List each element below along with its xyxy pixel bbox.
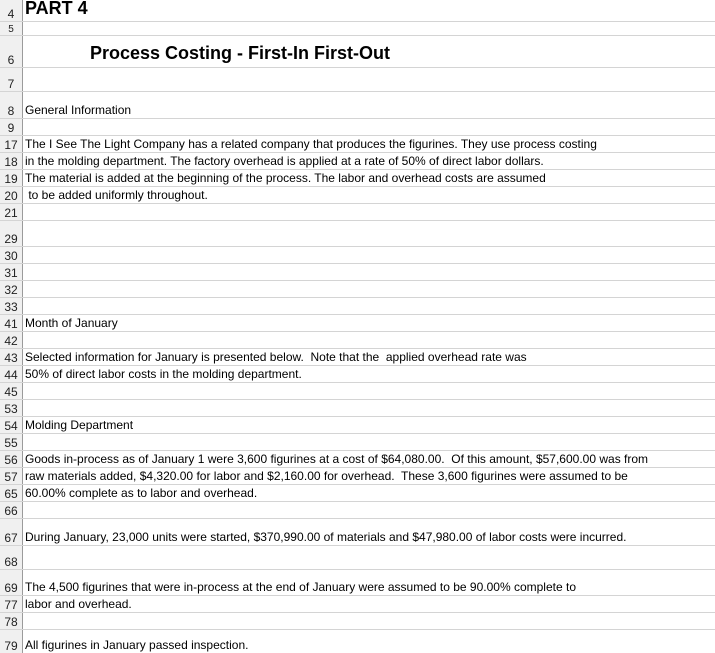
row-56	[0, 451, 715, 468]
cell[interactable]	[25, 119, 715, 135]
row-header[interactable]: 29	[0, 221, 23, 246]
row-69	[0, 570, 715, 596]
row-header[interactable]: 55	[0, 434, 23, 450]
row-header[interactable]: 53	[0, 400, 23, 416]
row-5	[0, 22, 715, 36]
row-header[interactable]: 67	[0, 519, 23, 545]
row-header[interactable]: 54	[0, 417, 23, 433]
cell[interactable]	[25, 281, 715, 297]
row-42	[0, 332, 715, 349]
row-header[interactable]: 7	[0, 68, 23, 91]
row-53	[0, 400, 715, 417]
cell[interactable]	[25, 383, 715, 399]
row-20	[0, 187, 715, 204]
cell[interactable]: The I See The Light Company has a related company that produces the figurines. They use process costing	[25, 137, 597, 151]
cell[interactable]	[25, 22, 715, 35]
row-header[interactable]: 44	[0, 366, 23, 382]
section-heading[interactable]: Month of January	[25, 316, 118, 330]
cell[interactable]	[25, 264, 715, 280]
row-header[interactable]: 42	[0, 332, 23, 348]
row-header[interactable]: 33	[0, 298, 23, 314]
section-heading[interactable]: General Information	[25, 103, 132, 117]
cell[interactable]	[25, 298, 715, 314]
cell[interactable]: Goods in-process as of January 1 were 3,600 figurines at a cost of $64,080.00. Of this amount, $57,600.00 was from	[25, 452, 649, 466]
row-header[interactable]: 32	[0, 281, 23, 297]
row-67	[0, 519, 715, 546]
row-45	[0, 383, 715, 400]
row-header[interactable]: 19	[0, 170, 23, 186]
row-header[interactable]: 30	[0, 247, 23, 263]
cell[interactable]	[25, 247, 715, 263]
row-68	[0, 546, 715, 570]
row-41	[0, 315, 715, 332]
row-77	[0, 596, 715, 613]
row-header[interactable]: 8	[0, 92, 23, 118]
row-header[interactable]: 78	[0, 613, 23, 629]
row-6	[0, 36, 715, 68]
cell[interactable]: Selected information for January is presented below. Note that the applied overhead rate was	[25, 350, 527, 364]
row-header[interactable]: 21	[0, 204, 23, 220]
cell[interactable]: During January, 23,000 units were started, $370,990.00 of materials and $47,980.00 of labor costs were incurred.	[25, 530, 627, 544]
row-33	[0, 298, 715, 315]
cell[interactable]	[25, 68, 715, 91]
cell[interactable]	[25, 332, 715, 348]
row-19	[0, 170, 715, 187]
row-31	[0, 264, 715, 281]
row-header[interactable]: 6	[0, 36, 23, 67]
cell[interactable]	[25, 221, 715, 246]
row-29	[0, 221, 715, 247]
row-9	[0, 119, 715, 136]
row-header[interactable]: 56	[0, 451, 23, 467]
cell[interactable]: The material is added at the beginning of the process. The labor and overhead costs are assumed	[25, 171, 546, 185]
row-header[interactable]: 45	[0, 383, 23, 399]
cell[interactable]: The 4,500 figurines that were in-process at the end of January were assumed to be 90.00% complete to	[25, 580, 576, 594]
row-65	[0, 485, 715, 502]
row-header[interactable]: 66	[0, 502, 23, 518]
cell[interactable]: to be added uniformly throughout.	[25, 188, 208, 202]
page-title[interactable]: Process Costing - First-In First-Out	[90, 43, 391, 63]
cell[interactable]	[25, 613, 715, 629]
row-44	[0, 366, 715, 383]
row-7	[0, 68, 715, 92]
cell[interactable]: raw materials added, $4,320.00 for labor and $2,160.00 for overhead. These 3,600 figurines were assumed to be	[25, 469, 628, 483]
row-78	[0, 613, 715, 630]
row-header[interactable]: 41	[0, 315, 23, 331]
cell[interactable]	[25, 502, 715, 518]
cell[interactable]	[25, 204, 715, 220]
row-header[interactable]: 4	[0, 0, 23, 21]
cell[interactable]: in the molding department. The factory overhead is applied at a rate of 50% of direct labor dollars.	[25, 154, 544, 168]
cell[interactable]: 50% of direct labor costs in the molding department.	[25, 367, 302, 381]
row-32	[0, 281, 715, 298]
cell[interactable]	[25, 400, 715, 416]
row-header[interactable]: 5	[0, 22, 23, 35]
row-header[interactable]: 77	[0, 596, 23, 612]
row-8	[0, 92, 715, 119]
row-header[interactable]: 69	[0, 570, 23, 595]
section-heading[interactable]: Molding Department	[25, 418, 134, 432]
row-21	[0, 204, 715, 221]
row-header[interactable]: 20	[0, 187, 23, 203]
row-header[interactable]: 79	[0, 630, 23, 653]
cell[interactable]: labor and overhead.	[25, 597, 132, 611]
row-43	[0, 349, 715, 366]
row-header[interactable]: 68	[0, 546, 23, 569]
row-79	[0, 630, 715, 653]
row-header[interactable]: 43	[0, 349, 23, 365]
row-30	[0, 247, 715, 264]
row-4	[0, 0, 715, 22]
row-66	[0, 502, 715, 519]
row-54	[0, 417, 715, 434]
cell[interactable]	[25, 546, 715, 569]
row-header[interactable]: 9	[0, 119, 23, 135]
row-header[interactable]: 17	[0, 136, 23, 152]
row-17	[0, 136, 715, 153]
part-heading[interactable]: PART 4	[25, 0, 88, 18]
row-header[interactable]: 65	[0, 485, 23, 501]
cell[interactable]: All figurines in January passed inspection.	[25, 638, 249, 652]
cell[interactable]	[25, 434, 715, 450]
row-header[interactable]: 31	[0, 264, 23, 280]
row-57	[0, 468, 715, 485]
row-header[interactable]: 57	[0, 468, 23, 484]
cell[interactable]: 60.00% complete as to labor and overhead.	[25, 486, 258, 500]
row-55	[0, 434, 715, 451]
row-18	[0, 153, 715, 170]
row-header[interactable]: 18	[0, 153, 23, 169]
